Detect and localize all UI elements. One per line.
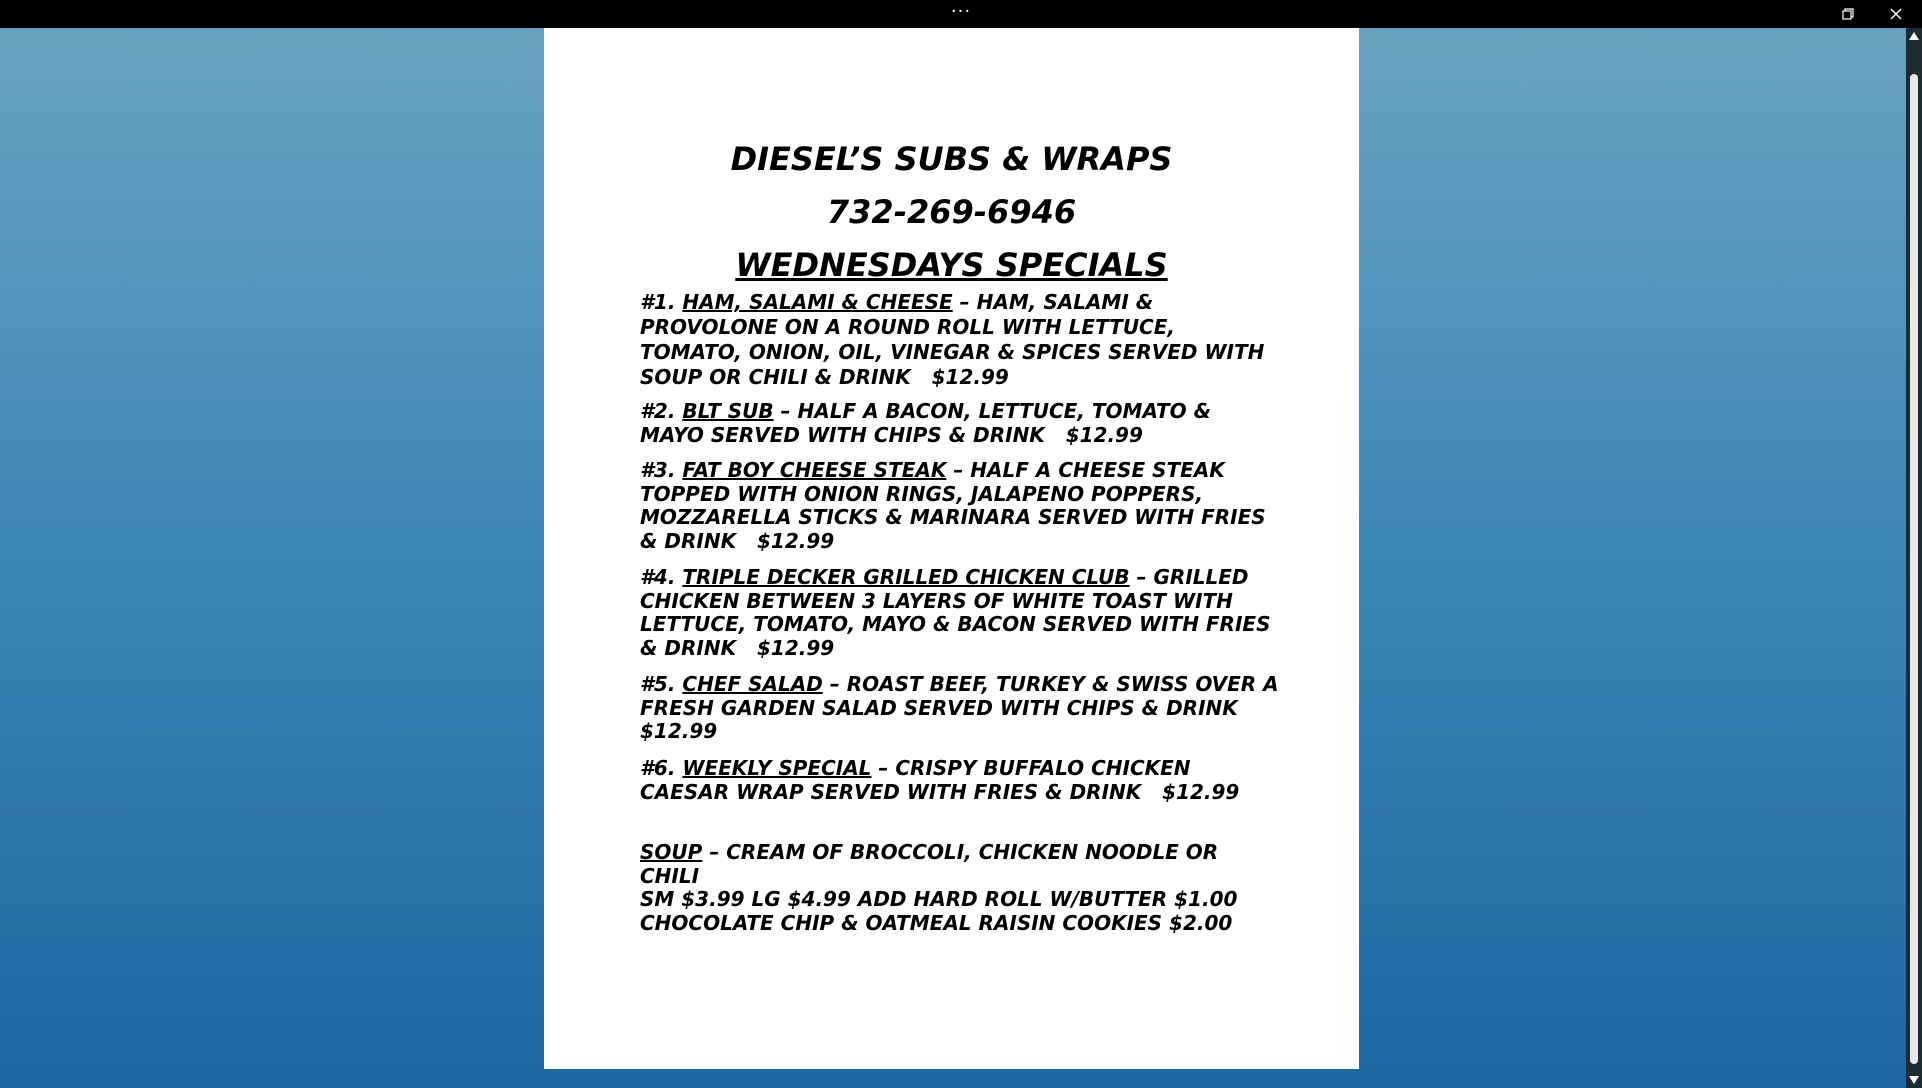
restaurant-name: DIESEL’S SUBS & WRAPS — [730, 140, 1173, 178]
scrollbar-thumb[interactable] — [1910, 74, 1918, 1064]
item-number: #2. — [640, 399, 676, 423]
item-title: TRIPLE DECKER GRILLED CHICKEN CLUB — [682, 565, 1130, 589]
restore-icon[interactable] — [1840, 6, 1856, 22]
menu-item — [640, 400, 1280, 447]
item-description: – HALF A CHEESE STEAK TOPPED WITH ONION RINGS, JALAPENO POPPERS, MOZZARELLA STICKS & MARINARA SERVED WITH FRIES & DRINK — [640, 458, 1266, 553]
item-price: $12.99 — [931, 365, 1009, 389]
more-options-button[interactable]: ··· — [950, 1, 972, 22]
item-title: BLT SUB — [682, 399, 774, 423]
menu-item — [640, 673, 1280, 744]
title-bar — [0, 0, 1922, 28]
vertical-scrollbar[interactable] — [1906, 28, 1922, 1088]
item-price: $12.99 — [1065, 422, 1143, 447]
scroll-down-arrow-icon[interactable] — [1909, 1076, 1919, 1084]
item-price: $12.99 — [1162, 779, 1240, 804]
menu-item — [640, 290, 1280, 390]
menu-item — [640, 566, 1280, 660]
menu-item — [640, 757, 1280, 804]
soup-line-2: SM $3.99 LG $4.99 ADD HARD ROLL W/BUTTER $1.00 — [640, 887, 1238, 911]
soup-options: – CREAM OF BROCCOLI, CHICKEN NOODLE OR CHILI — [640, 840, 1219, 888]
item-price: $12.99 — [756, 528, 835, 553]
item-description: – HALF A BACON, LETTUCE, TOMATO & MAYO SERVED WITH CHIPS & DRINK — [640, 399, 1212, 447]
item-description: – ROAST BEEF, TURKEY & SWISS OVER A FRESH GARDEN SALAD SERVED WITH CHIPS & DRINK — [640, 672, 1279, 720]
close-icon[interactable] — [1888, 6, 1904, 22]
item-title: HAM, SALAMI & CHEESE — [682, 290, 953, 314]
item-price: $12.99 — [640, 719, 718, 743]
item-number: #1. — [640, 290, 676, 314]
specials-heading: WEDNESDAYS SPECIALS — [735, 246, 1168, 284]
soup-title: SOUP — [640, 840, 703, 864]
item-number: #3. — [640, 458, 676, 482]
item-number: #6. — [640, 756, 676, 780]
soup-section — [640, 841, 1280, 935]
item-description: – HAM, SALAMI & PROVOLONE ON A ROUND ROLL WITH LETTUCE, TOMATO, ONION, OIL, VINEGAR & SPICES SERVED WITH SOUP OR CHILI & DRINK — [640, 290, 1265, 389]
item-title: FAT BOY CHEESE STEAK — [682, 458, 947, 482]
item-number: #4. — [640, 565, 676, 589]
soup-line-1 — [640, 841, 1280, 888]
phone-number: 732-269-6946 — [826, 193, 1077, 231]
item-title: WEEKLY SPECIAL — [682, 756, 872, 780]
document-page — [544, 28, 1359, 1069]
item-description: – CRISPY BUFFALO CHICKEN CAESAR WRAP SERVED WITH FRIES & DRINK — [640, 756, 1191, 804]
item-price: $12.99 — [756, 635, 835, 660]
scroll-up-arrow-icon[interactable] — [1909, 32, 1919, 40]
item-description: – GRILLED CHICKEN BETWEEN 3 LAYERS OF WHITE TOAST WITH LETTUCE, TOMATO, MAYO & BACON SERVED WITH FRIES & DRINK — [640, 565, 1271, 660]
menu-item — [640, 459, 1280, 553]
item-title: CHEF SALAD — [682, 672, 823, 696]
item-number: #5. — [640, 672, 676, 696]
soup-line-3: CHOCOLATE CHIP & OATMEAL RAISIN COOKIES $2.00 — [640, 910, 1233, 935]
